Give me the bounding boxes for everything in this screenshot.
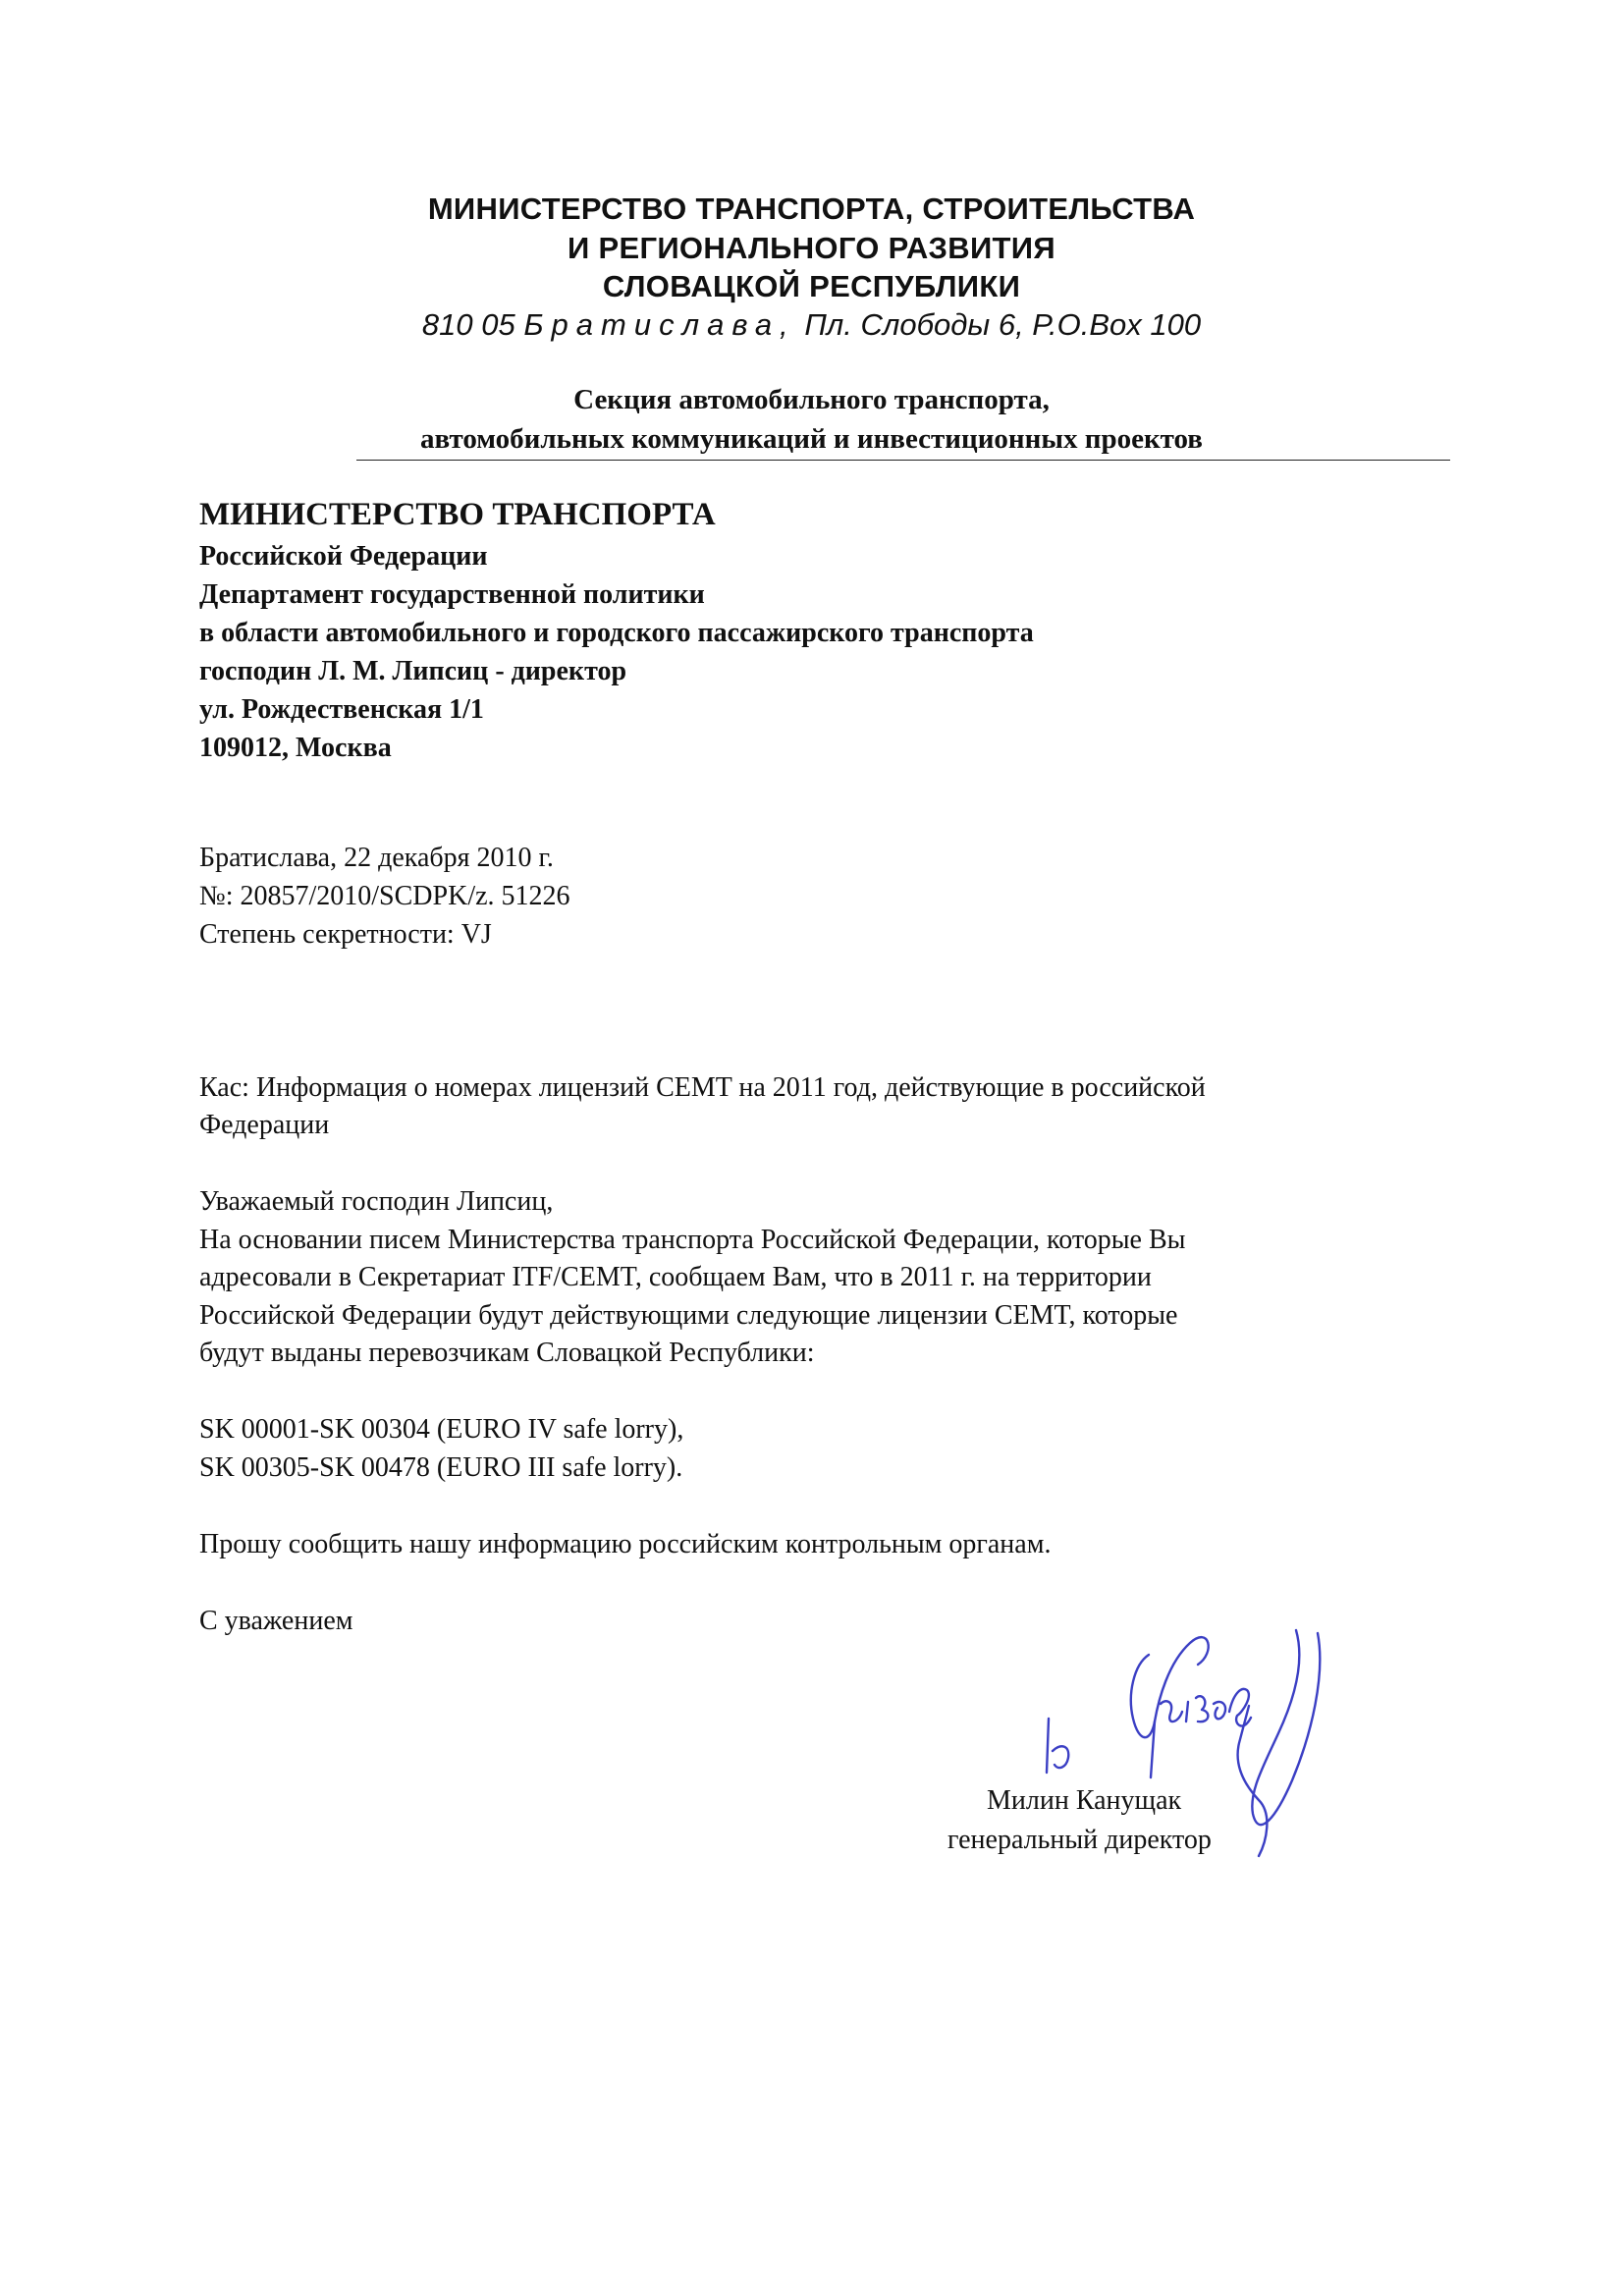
- signatory-title: генеральный директор: [947, 1825, 1212, 1855]
- license-range-2: SK 00305-SK 00478 (EURO III safe lorry).: [199, 1452, 683, 1483]
- recipient-line-2: Российской Федерации: [199, 541, 488, 572]
- recipient-line-3: Департамент государственной политики: [199, 579, 705, 610]
- closing: С уважением: [199, 1606, 353, 1636]
- handwritten-signature: [1001, 1596, 1414, 1910]
- recipient-line-4: в области автомобильного и городского пассажирского транспорта: [199, 618, 1034, 648]
- signatory-name: Милин Канущак: [987, 1785, 1182, 1816]
- recipient-line-1: МИНИСТЕРСТВО ТРАНСПОРТА: [199, 497, 716, 532]
- subject-line-1: Кас: Информация о номерах лицензий CEMT на 2011 год, действующие в российской: [199, 1072, 1206, 1103]
- body-line-2: адресовали в Секретариат ITF/CEMT, сообщаем Вам, что в 2011 г. на территории: [199, 1262, 1152, 1292]
- section-line-2: автомобильных коммуникаций и инвестиционных проектов: [420, 423, 1203, 455]
- license-range-1: SK 00001-SK 00304 (EURO IV safe lorry),: [199, 1414, 684, 1445]
- letterhead-line-2: И РЕГИОНАЛЬНОГО РАЗВИТИЯ: [568, 231, 1055, 265]
- letterhead-line-3: СЛОВАЦКОЙ РЕСПУБЛИКИ: [602, 269, 1021, 303]
- letterhead-address: [0, 305, 1623, 345]
- address-code: 810 05: [421, 307, 515, 342]
- body-line-1: На основании писем Министерства транспорта Российской Федерации, которые Вы: [199, 1225, 1186, 1255]
- salutation: Уважаемый господин Липсиц,: [199, 1186, 554, 1217]
- secrecy-level: Степень секретности: VJ: [199, 919, 492, 950]
- recipient-line-6: ул. Рождественская 1/1: [199, 694, 484, 725]
- letter-date: Братислава, 22 декабря 2010 г.: [199, 843, 554, 873]
- request-line: Прошу сообщить нашу информацию российским контрольным органам.: [199, 1529, 1052, 1559]
- header-divider: [356, 460, 1450, 461]
- section-line-1: Секция автомобильного транспорта,: [573, 384, 1050, 415]
- address-rest: Пл. Слободы 6, P.O.Box 100: [804, 307, 1202, 342]
- body-line-4: будут выданы перевозчикам Словацкой Республики:: [199, 1338, 815, 1368]
- recipient-line-5: господин Л. М. Липсиц - директор: [199, 656, 627, 686]
- recipient-line-7: 109012, Москва: [199, 733, 392, 763]
- subject-line-2: Федерации: [199, 1110, 330, 1140]
- address-city: Братислава,: [523, 307, 796, 342]
- letter-number: №: 20857/2010/SCDPK/z. 51226: [199, 881, 570, 911]
- letterhead-line-1: МИНИСТЕРСТВО ТРАНСПОРТА, СТРОИТЕЛЬСТВА: [427, 191, 1196, 226]
- body-line-3: Российской Федерации будут действующими следующие лицензии CEMT, которые: [199, 1300, 1178, 1331]
